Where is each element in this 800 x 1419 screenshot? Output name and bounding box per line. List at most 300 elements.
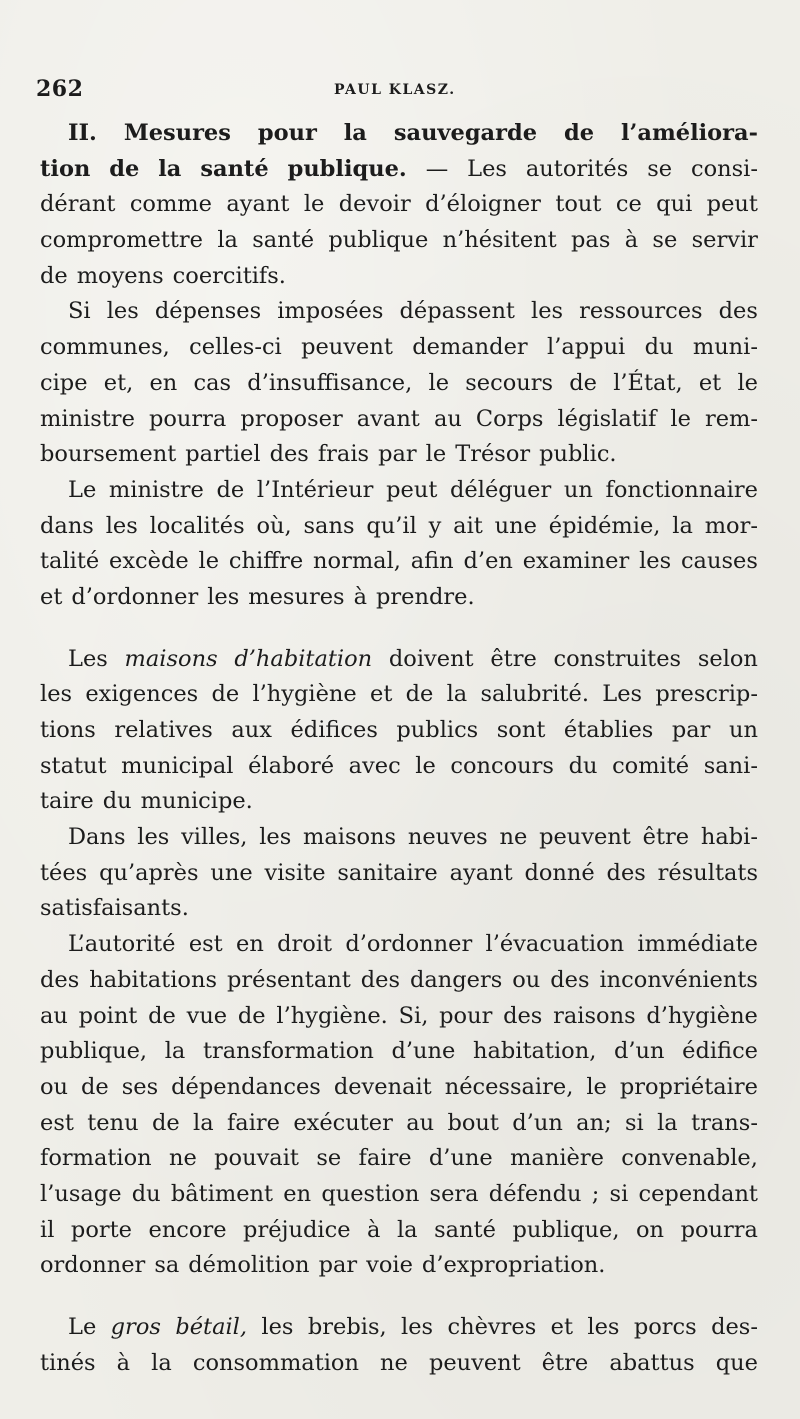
word: de bbox=[569, 369, 597, 396]
word: se bbox=[652, 227, 678, 254]
word: Si bbox=[68, 298, 91, 325]
word: le bbox=[586, 1073, 607, 1100]
word: un bbox=[728, 717, 758, 743]
word: de bbox=[81, 1073, 109, 1100]
word: demander bbox=[412, 334, 528, 361]
text-line bbox=[40, 366, 758, 402]
word: transformation bbox=[202, 1038, 374, 1065]
word: les bbox=[259, 824, 292, 851]
word: à bbox=[116, 1349, 131, 1376]
word: un bbox=[563, 476, 593, 503]
word: en bbox=[283, 1180, 312, 1207]
word: fonctionnaire bbox=[605, 476, 758, 503]
word: les bbox=[106, 298, 139, 325]
word: la bbox=[164, 1038, 186, 1065]
word: d’un bbox=[512, 1109, 563, 1136]
text-line bbox=[40, 330, 758, 366]
word: défendu bbox=[488, 1180, 582, 1207]
text-line bbox=[40, 891, 758, 927]
word: la bbox=[151, 1349, 172, 1376]
word: satisfaisants. bbox=[40, 895, 189, 922]
word: public. bbox=[539, 441, 617, 468]
text-line bbox=[40, 294, 758, 330]
word: examiner bbox=[522, 548, 630, 575]
word: l’usage bbox=[40, 1180, 122, 1207]
word: l’hygiène. bbox=[276, 1002, 388, 1029]
word: donné bbox=[524, 859, 595, 886]
word: Les bbox=[68, 645, 108, 672]
word: partiel bbox=[185, 441, 261, 468]
word: des bbox=[360, 966, 401, 993]
word: rem- bbox=[704, 405, 758, 432]
word: ait bbox=[453, 512, 483, 539]
word: à bbox=[353, 583, 368, 610]
word: statut bbox=[40, 752, 107, 779]
word: des- bbox=[711, 1314, 758, 1340]
word: d’hygiène bbox=[646, 1002, 758, 1029]
word: neuves bbox=[407, 824, 488, 851]
word: avec bbox=[348, 752, 401, 779]
word: par bbox=[318, 1252, 358, 1279]
word: ministre bbox=[40, 405, 135, 432]
word: ne bbox=[499, 824, 528, 851]
word: ce bbox=[615, 191, 642, 218]
word: sanitaire bbox=[337, 859, 438, 886]
word: d’une bbox=[428, 1145, 493, 1172]
word: point bbox=[78, 1002, 138, 1029]
word: frais bbox=[317, 441, 370, 468]
word: au bbox=[40, 1002, 68, 1029]
word: la bbox=[446, 681, 468, 708]
word: des bbox=[606, 859, 646, 886]
paragraph bbox=[40, 927, 758, 1284]
word: comme bbox=[129, 191, 212, 218]
word: le bbox=[425, 441, 447, 468]
text-line bbox=[40, 820, 758, 856]
word: l’hygiène bbox=[252, 681, 357, 708]
word: cas bbox=[193, 369, 232, 396]
word: et bbox=[370, 681, 393, 708]
word: chiffre bbox=[228, 548, 304, 575]
word: prescrip- bbox=[655, 681, 758, 708]
body-text bbox=[40, 116, 758, 1381]
text-line bbox=[40, 963, 758, 999]
word: Le bbox=[68, 476, 97, 503]
word: trans- bbox=[691, 1109, 758, 1136]
word: les bbox=[137, 824, 170, 851]
word: les bbox=[587, 1314, 620, 1340]
word: encore bbox=[148, 1216, 227, 1243]
text-line bbox=[40, 116, 758, 152]
word: du bbox=[644, 334, 674, 361]
word: consi- bbox=[691, 155, 758, 182]
word: le bbox=[198, 548, 220, 575]
word: question bbox=[321, 1180, 420, 1207]
text-line bbox=[40, 999, 758, 1035]
word: d’ordonner bbox=[345, 931, 473, 958]
word: imposées bbox=[277, 298, 384, 325]
word: les bbox=[401, 1314, 434, 1340]
word: les bbox=[531, 298, 564, 325]
word: municipe. bbox=[140, 788, 253, 815]
word: les bbox=[261, 1314, 294, 1340]
word: concours bbox=[450, 752, 554, 779]
word: sera bbox=[429, 1180, 479, 1207]
word: est bbox=[188, 931, 223, 958]
word: par bbox=[378, 441, 417, 468]
text-line bbox=[40, 187, 758, 223]
text-line bbox=[40, 259, 758, 295]
word: proposer bbox=[240, 405, 343, 432]
word: doivent bbox=[388, 645, 474, 672]
word: ressources bbox=[579, 298, 703, 325]
word: législatif bbox=[557, 405, 657, 432]
word: secours bbox=[465, 369, 554, 396]
word: l’améliora- bbox=[620, 120, 758, 146]
word: préjudice bbox=[243, 1216, 351, 1243]
word: devenait bbox=[333, 1073, 432, 1100]
paragraph bbox=[40, 642, 758, 820]
word: — bbox=[425, 155, 449, 182]
word: peuvent bbox=[539, 824, 631, 851]
word: du bbox=[102, 788, 132, 815]
word: publique bbox=[328, 227, 429, 254]
word: aux bbox=[231, 717, 272, 743]
word: on bbox=[636, 1216, 665, 1243]
word: voie bbox=[366, 1252, 413, 1279]
word: abattus bbox=[609, 1349, 695, 1376]
word: édifice bbox=[682, 1038, 758, 1065]
word: cependant bbox=[638, 1180, 758, 1207]
word: au bbox=[433, 405, 462, 432]
word: pas bbox=[571, 227, 611, 254]
word: de bbox=[40, 262, 68, 289]
text-line bbox=[40, 784, 758, 820]
word: propriétaire bbox=[619, 1073, 758, 1100]
word: talité bbox=[40, 548, 100, 575]
word: immédiate bbox=[637, 931, 758, 958]
word: déléguer bbox=[450, 476, 552, 503]
word: avant bbox=[356, 405, 420, 432]
word: pourra bbox=[680, 1216, 758, 1243]
word: élaboré bbox=[248, 752, 335, 779]
word: coercitifs. bbox=[172, 262, 286, 289]
word: pour bbox=[439, 1002, 493, 1029]
word: boursement bbox=[40, 441, 177, 468]
word: moyens bbox=[76, 262, 164, 289]
word: tenu bbox=[87, 1109, 139, 1136]
word: habitations bbox=[89, 966, 218, 993]
word: à bbox=[624, 227, 639, 254]
word: santé bbox=[252, 227, 315, 254]
word: une bbox=[494, 512, 537, 539]
paragraph bbox=[40, 820, 758, 927]
paragraph bbox=[40, 294, 758, 472]
text-line bbox=[40, 1034, 758, 1070]
word: ministre bbox=[108, 476, 204, 503]
word: consommation bbox=[192, 1349, 359, 1376]
word: et bbox=[550, 1314, 573, 1340]
word: dans bbox=[40, 512, 94, 539]
word: est bbox=[40, 1109, 74, 1136]
word: de bbox=[211, 681, 240, 708]
word: devoir bbox=[338, 191, 411, 218]
word: tinés bbox=[40, 1349, 96, 1376]
word: à bbox=[367, 1216, 381, 1243]
word: établies bbox=[563, 717, 654, 743]
word: municipal bbox=[121, 752, 234, 779]
word: salubrité. bbox=[480, 681, 590, 708]
word: des bbox=[503, 1002, 543, 1029]
word: inconvénients bbox=[599, 966, 758, 993]
word: l’évacuation bbox=[485, 931, 625, 958]
word: dépendances bbox=[171, 1073, 321, 1100]
word: démolition bbox=[188, 1252, 310, 1279]
word: sont bbox=[496, 717, 546, 743]
word: localités bbox=[149, 512, 245, 539]
word: la bbox=[396, 1216, 418, 1243]
word: au bbox=[406, 1109, 435, 1136]
word: ne bbox=[380, 1349, 408, 1376]
word: compromettre bbox=[40, 227, 203, 254]
text-line bbox=[40, 473, 758, 509]
word: présentant bbox=[226, 966, 351, 993]
word: Le bbox=[68, 1314, 97, 1340]
word: où, bbox=[256, 512, 292, 539]
text-line bbox=[40, 152, 758, 188]
word: maisons bbox=[124, 645, 218, 672]
word: visite bbox=[264, 859, 326, 886]
word: la bbox=[158, 155, 182, 182]
word: relatives bbox=[114, 717, 213, 743]
text-line bbox=[40, 856, 758, 892]
word: tion bbox=[40, 155, 91, 182]
word: qui bbox=[656, 191, 693, 218]
word: et bbox=[698, 369, 722, 396]
word: le bbox=[303, 191, 325, 218]
word: l’appui bbox=[547, 334, 626, 361]
word: cipe bbox=[40, 369, 88, 396]
running-head: PAUL KLASZ. bbox=[334, 82, 456, 98]
word: se bbox=[647, 155, 673, 182]
word: villes, bbox=[181, 824, 248, 851]
page-number: 262 bbox=[36, 76, 84, 102]
word: des bbox=[550, 966, 590, 993]
page-header bbox=[36, 76, 764, 106]
text-line bbox=[40, 1346, 758, 1382]
word: Dans bbox=[68, 824, 126, 851]
word: droit bbox=[277, 931, 333, 958]
word: les bbox=[40, 681, 73, 708]
word: que bbox=[715, 1349, 758, 1376]
word: la bbox=[657, 1109, 678, 1136]
text-line bbox=[40, 1177, 758, 1213]
word: porte bbox=[70, 1216, 132, 1243]
word: le bbox=[428, 369, 450, 396]
word: exécuter bbox=[293, 1109, 393, 1136]
word: mor- bbox=[704, 512, 758, 539]
word: du bbox=[131, 1180, 161, 1207]
word: sauvegarde bbox=[393, 120, 538, 146]
word: la bbox=[217, 227, 238, 254]
word: brebis, bbox=[307, 1314, 387, 1340]
text-line bbox=[40, 580, 758, 616]
word: d’une bbox=[391, 1038, 456, 1065]
word: le bbox=[415, 752, 436, 779]
text-line bbox=[40, 1310, 758, 1346]
word: gros bbox=[110, 1314, 161, 1340]
word: pouvait bbox=[214, 1145, 299, 1172]
word: tions bbox=[40, 717, 96, 743]
word: peut bbox=[386, 476, 438, 503]
word: dérant bbox=[40, 191, 116, 218]
word: ayant bbox=[226, 191, 290, 218]
text-line bbox=[40, 402, 758, 438]
text-line bbox=[40, 1070, 758, 1106]
word: tout bbox=[555, 191, 602, 218]
word: comité bbox=[612, 752, 690, 779]
word: maisons bbox=[303, 824, 397, 851]
word: selon bbox=[697, 645, 758, 672]
word: habi- bbox=[700, 824, 758, 851]
word: les bbox=[105, 512, 138, 539]
word: autorités bbox=[525, 155, 629, 182]
word: II. bbox=[68, 120, 97, 146]
text-line bbox=[40, 677, 758, 713]
word: dépassent bbox=[399, 298, 515, 325]
word: Trésor bbox=[455, 441, 531, 468]
word: si bbox=[625, 1109, 644, 1136]
word: publique, bbox=[512, 1216, 620, 1243]
word: vue bbox=[186, 1002, 228, 1029]
paragraph bbox=[40, 1310, 758, 1381]
text-line bbox=[40, 223, 758, 259]
word: nécessaire, bbox=[444, 1073, 574, 1100]
word: an; bbox=[576, 1109, 612, 1136]
word: d’éloigner bbox=[425, 191, 541, 218]
word: des bbox=[718, 298, 758, 325]
word: ; bbox=[591, 1180, 600, 1207]
text-line bbox=[40, 437, 758, 473]
word: bâtiment bbox=[170, 1180, 274, 1207]
word: de bbox=[151, 1109, 180, 1136]
word: ou bbox=[512, 966, 541, 993]
word: publique. bbox=[287, 155, 407, 182]
word: de bbox=[237, 1002, 266, 1029]
word: Les bbox=[602, 681, 643, 708]
word: bout bbox=[447, 1109, 499, 1136]
text-line bbox=[40, 544, 758, 580]
word: des bbox=[269, 441, 309, 468]
word: être bbox=[490, 645, 537, 672]
section-gap bbox=[40, 616, 758, 642]
word: faire bbox=[358, 1145, 412, 1172]
word: santé bbox=[434, 1216, 496, 1243]
word: formation bbox=[40, 1145, 152, 1172]
word: dépenses bbox=[154, 298, 262, 325]
word: une bbox=[210, 859, 253, 886]
text-line bbox=[40, 509, 758, 545]
word: épidémie, bbox=[548, 512, 661, 539]
word: pour bbox=[257, 120, 317, 146]
word: chèvres bbox=[447, 1314, 537, 1340]
word: ayant bbox=[449, 859, 513, 886]
word: tées bbox=[40, 859, 88, 886]
word: manière bbox=[510, 1145, 604, 1172]
word: sa bbox=[154, 1252, 180, 1279]
word: Si, bbox=[398, 1002, 429, 1029]
word: d’ordonner bbox=[71, 583, 199, 610]
word: de bbox=[216, 476, 245, 503]
paragraph bbox=[40, 473, 758, 616]
word: d’en bbox=[463, 548, 513, 575]
word: et bbox=[40, 583, 63, 610]
word: ses bbox=[121, 1073, 159, 1100]
word: prendre. bbox=[376, 583, 475, 610]
word: d’habitation bbox=[234, 645, 373, 672]
word: être bbox=[541, 1349, 589, 1376]
word: L’autorité bbox=[68, 931, 176, 958]
word: publique, bbox=[40, 1038, 148, 1065]
word: ne bbox=[169, 1145, 197, 1172]
text-line bbox=[40, 642, 758, 678]
word: bétail, bbox=[175, 1314, 248, 1340]
word: en bbox=[236, 931, 264, 958]
word: la bbox=[672, 512, 693, 539]
word: d’insuffisance, bbox=[247, 369, 413, 396]
word: l’Intérieur bbox=[256, 476, 374, 503]
text-line bbox=[40, 1106, 758, 1142]
text-line bbox=[40, 1213, 758, 1249]
text-line bbox=[40, 749, 758, 785]
word: servir bbox=[691, 227, 758, 254]
word: le bbox=[670, 405, 691, 432]
word: Corps bbox=[475, 405, 544, 432]
word: porcs bbox=[633, 1314, 697, 1340]
section-gap bbox=[40, 1284, 758, 1310]
word: Mesures bbox=[123, 120, 231, 146]
word: des bbox=[40, 966, 80, 993]
word: ordonner bbox=[40, 1252, 146, 1279]
word: il bbox=[40, 1216, 55, 1243]
word: du bbox=[568, 752, 598, 779]
text-line bbox=[40, 1248, 758, 1284]
word: y bbox=[428, 512, 442, 539]
word: dangers bbox=[409, 966, 503, 993]
word: de bbox=[563, 120, 595, 146]
word: si bbox=[609, 1180, 629, 1207]
word: publics bbox=[396, 717, 479, 743]
word: peuvent bbox=[301, 334, 393, 361]
word: édifices bbox=[290, 717, 378, 743]
text-line bbox=[40, 1141, 758, 1177]
word: les bbox=[639, 548, 672, 575]
text-line bbox=[40, 927, 758, 963]
word: en bbox=[149, 369, 178, 396]
word: taire bbox=[40, 788, 94, 815]
word: faire bbox=[226, 1109, 280, 1136]
word: ou bbox=[40, 1073, 69, 1100]
word: sani- bbox=[703, 752, 758, 779]
word: être bbox=[642, 824, 690, 851]
word: se bbox=[316, 1145, 342, 1172]
word: santé bbox=[200, 155, 269, 182]
word: les bbox=[207, 583, 240, 610]
word: raisons bbox=[553, 1002, 636, 1029]
word: construites bbox=[553, 645, 682, 672]
word: celles-ci bbox=[189, 334, 282, 361]
word: peuvent bbox=[428, 1349, 521, 1376]
